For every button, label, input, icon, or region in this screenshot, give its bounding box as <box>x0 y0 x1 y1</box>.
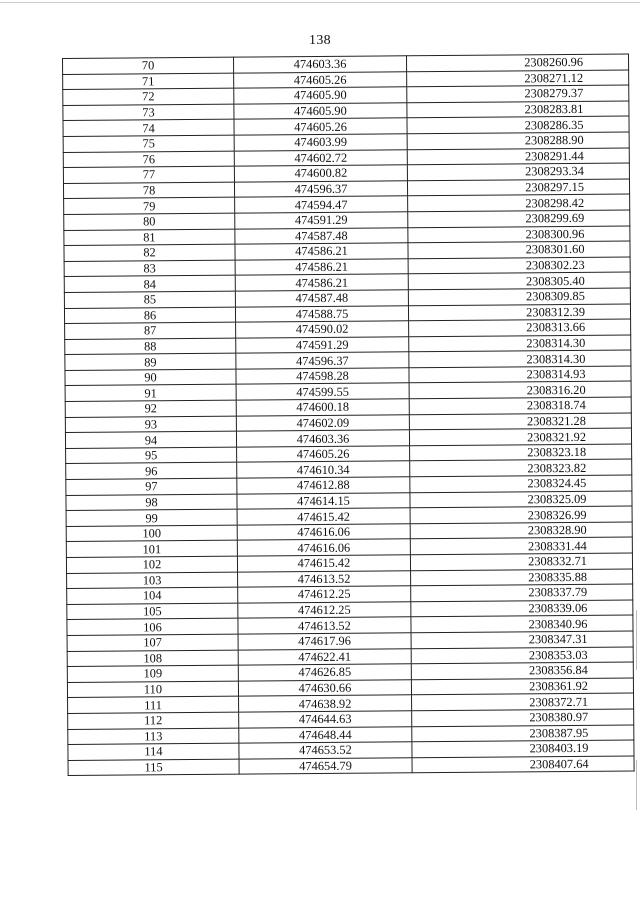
point-number-cell: 86 <box>64 307 235 324</box>
x-coordinate-cell: 474605.26 <box>234 118 407 135</box>
point-number-cell: 108 <box>67 650 238 667</box>
point-number-cell: 106 <box>67 619 238 636</box>
x-coordinate-cell: 474616.06 <box>237 539 410 556</box>
x-coordinate-cell: 474600.18 <box>236 399 409 416</box>
y-coordinate-cell: 2308260.96 <box>406 54 628 71</box>
x-coordinate-cell: 474615.42 <box>237 508 410 525</box>
x-coordinate-cell: 474602.72 <box>234 149 407 166</box>
y-coordinate-cell: 2308316.20 <box>409 382 631 399</box>
point-number-cell: 112 <box>68 712 239 729</box>
point-number-cell: 92 <box>65 400 236 417</box>
y-coordinate-cell: 2308328.90 <box>410 522 632 539</box>
point-number-cell: 81 <box>64 229 235 246</box>
y-coordinate-cell: 2308331.44 <box>410 537 632 554</box>
x-coordinate-cell: 474599.55 <box>236 383 409 400</box>
y-coordinate-cell: 2308314.30 <box>409 335 631 352</box>
x-coordinate-cell: 474622.41 <box>238 648 411 665</box>
y-coordinate-cell: 2308356.84 <box>411 662 633 679</box>
y-coordinate-cell: 2308337.79 <box>411 584 633 601</box>
y-coordinate-cell: 2308293.34 <box>407 163 629 180</box>
point-number-cell: 110 <box>67 681 238 698</box>
point-number-cell: 77 <box>63 166 234 183</box>
x-coordinate-cell: 474586.21 <box>235 243 408 260</box>
point-number-cell: 72 <box>63 88 234 105</box>
point-number-cell: 93 <box>65 416 236 433</box>
y-coordinate-cell: 2308353.03 <box>411 647 633 664</box>
y-coordinate-cell: 2308321.92 <box>409 428 631 445</box>
point-number-cell: 105 <box>67 603 238 620</box>
y-coordinate-cell: 2308299.69 <box>408 210 630 227</box>
point-number-cell: 75 <box>63 135 234 152</box>
point-number-cell: 80 <box>64 213 235 230</box>
y-coordinate-cell: 2308286.35 <box>407 116 629 133</box>
x-coordinate-cell: 474591.29 <box>235 212 408 229</box>
x-coordinate-cell: 474653.52 <box>239 742 412 759</box>
x-coordinate-cell: 474612.88 <box>237 477 410 494</box>
page-number: 138 <box>309 33 331 48</box>
x-coordinate-cell: 474603.36 <box>236 430 409 447</box>
x-coordinate-cell: 474598.28 <box>236 368 409 385</box>
y-coordinate-cell: 2308340.96 <box>411 615 633 632</box>
x-coordinate-cell: 474587.48 <box>235 290 408 307</box>
y-coordinate-cell: 2308312.39 <box>408 304 630 321</box>
y-coordinate-cell: 2308309.85 <box>408 288 630 305</box>
scan-edge-artifact <box>636 760 637 810</box>
x-coordinate-cell: 474613.52 <box>238 617 411 634</box>
point-number-cell: 82 <box>64 244 235 261</box>
coordinate-sheet <box>62 54 588 776</box>
point-number-cell: 102 <box>66 556 237 573</box>
scan-edge-artifact <box>636 610 637 670</box>
y-coordinate-cell: 2308302.23 <box>408 257 630 274</box>
x-coordinate-cell: 474586.21 <box>235 274 408 291</box>
y-coordinate-cell: 2308372.71 <box>412 693 634 710</box>
y-coordinate-cell: 2308321.28 <box>409 413 631 430</box>
x-coordinate-cell: 474596.37 <box>236 352 409 369</box>
x-coordinate-cell: 474603.36 <box>233 56 406 73</box>
x-coordinate-cell: 474596.37 <box>234 181 407 198</box>
x-coordinate-cell: 474594.47 <box>235 196 408 213</box>
x-coordinate-cell: 474612.25 <box>238 586 411 603</box>
x-coordinate-cell: 474603.99 <box>234 134 407 151</box>
x-coordinate-cell: 474588.75 <box>235 305 408 322</box>
point-number-cell: 70 <box>63 57 234 74</box>
y-coordinate-cell: 2308271.12 <box>407 70 629 87</box>
x-coordinate-cell: 474612.25 <box>238 602 411 619</box>
y-coordinate-cell: 2308291.44 <box>407 148 629 165</box>
point-number-cell: 100 <box>66 525 237 542</box>
point-number-cell: 94 <box>65 431 236 448</box>
point-number-cell: 78 <box>63 182 234 199</box>
point-number-cell: 88 <box>65 338 236 355</box>
y-coordinate-cell: 2308313.66 <box>409 319 631 336</box>
y-coordinate-cell: 2308361.92 <box>411 678 633 695</box>
point-number-cell: 113 <box>68 728 239 745</box>
y-coordinate-cell: 2308300.96 <box>408 226 630 243</box>
y-coordinate-cell: 2308323.18 <box>410 444 632 461</box>
y-coordinate-cell: 2308288.90 <box>407 132 629 149</box>
y-coordinate-cell: 2308318.74 <box>409 397 631 414</box>
x-coordinate-cell: 474586.21 <box>235 259 408 276</box>
point-number-cell: 87 <box>65 322 236 339</box>
y-coordinate-cell: 2308301.60 <box>408 241 630 258</box>
y-coordinate-cell: 2308325.09 <box>410 491 632 508</box>
table-row <box>68 756 634 776</box>
point-number-cell: 79 <box>64 197 235 214</box>
point-number-cell: 109 <box>67 665 238 682</box>
y-coordinate-cell: 2308380.97 <box>412 709 634 726</box>
point-number-cell: 104 <box>67 587 238 604</box>
x-coordinate-cell: 474616.06 <box>237 524 410 541</box>
x-coordinate-cell: 474648.44 <box>239 726 412 743</box>
y-coordinate-cell: 2308407.64 <box>412 756 634 773</box>
point-number-cell: 74 <box>63 120 234 137</box>
x-coordinate-cell: 474591.29 <box>236 336 409 353</box>
x-coordinate-cell: 474602.09 <box>236 414 409 431</box>
y-coordinate-cell: 2308339.06 <box>411 600 633 617</box>
x-coordinate-cell: 474610.34 <box>237 461 410 478</box>
point-number-cell: 107 <box>67 634 238 651</box>
x-coordinate-cell: 474605.26 <box>237 446 410 463</box>
x-coordinate-cell: 474638.92 <box>239 695 412 712</box>
y-coordinate-cell: 2308387.95 <box>412 725 634 742</box>
y-coordinate-cell: 2308347.31 <box>411 631 633 648</box>
x-coordinate-cell: 474600.82 <box>234 165 407 182</box>
x-coordinate-cell: 474605.26 <box>234 71 407 88</box>
y-coordinate-cell: 2308297.15 <box>407 179 629 196</box>
point-number-cell: 73 <box>63 104 234 121</box>
y-coordinate-cell: 2308326.99 <box>410 506 632 523</box>
point-number-cell: 101 <box>66 541 237 558</box>
point-number-cell: 76 <box>63 151 234 168</box>
x-coordinate-cell: 474654.79 <box>239 757 412 774</box>
point-number-cell: 98 <box>66 494 237 511</box>
y-coordinate-cell: 2308283.81 <box>407 101 629 118</box>
coordinate-table-body <box>63 54 635 776</box>
point-number-cell: 114 <box>68 743 239 760</box>
x-coordinate-cell: 474587.48 <box>235 227 408 244</box>
x-coordinate-cell: 474615.42 <box>237 555 410 572</box>
point-number-cell: 99 <box>66 509 237 526</box>
scan-top-edge <box>0 2 640 3</box>
x-coordinate-cell: 474614.15 <box>237 492 410 509</box>
y-coordinate-cell: 2308279.37 <box>407 85 629 102</box>
point-number-cell: 97 <box>66 478 237 495</box>
x-coordinate-cell: 474605.90 <box>234 87 407 104</box>
x-coordinate-cell: 474617.96 <box>238 633 411 650</box>
point-number-cell: 84 <box>64 275 235 292</box>
point-number-cell: 95 <box>66 447 237 464</box>
y-coordinate-cell: 2308403.19 <box>412 740 634 757</box>
y-coordinate-cell: 2308324.45 <box>410 475 632 492</box>
x-coordinate-cell: 474626.85 <box>238 664 411 681</box>
x-coordinate-cell: 474590.02 <box>236 321 409 338</box>
point-number-cell: 115 <box>68 759 239 776</box>
y-coordinate-cell: 2308323.82 <box>410 459 632 476</box>
point-number-cell: 111 <box>68 696 239 713</box>
y-coordinate-cell: 2308332.71 <box>410 553 632 570</box>
x-coordinate-cell: 474605.90 <box>234 103 407 120</box>
point-number-cell: 91 <box>65 385 236 402</box>
point-number-cell: 89 <box>65 353 236 370</box>
y-coordinate-cell: 2308305.40 <box>408 272 630 289</box>
y-coordinate-cell: 2308314.30 <box>409 350 631 367</box>
x-coordinate-cell: 474613.52 <box>238 570 411 587</box>
point-number-cell: 103 <box>67 572 238 589</box>
point-number-cell: 83 <box>64 260 235 277</box>
coordinate-table <box>62 54 635 777</box>
point-number-cell: 71 <box>63 73 234 90</box>
y-coordinate-cell: 2308335.88 <box>411 569 633 586</box>
y-coordinate-cell: 2308314.93 <box>409 366 631 383</box>
point-number-cell: 96 <box>66 463 237 480</box>
point-number-cell: 85 <box>64 291 235 308</box>
x-coordinate-cell: 474630.66 <box>238 680 411 697</box>
point-number-cell: 90 <box>65 369 236 386</box>
y-coordinate-cell: 2308298.42 <box>408 194 630 211</box>
x-coordinate-cell: 474644.63 <box>239 711 412 728</box>
